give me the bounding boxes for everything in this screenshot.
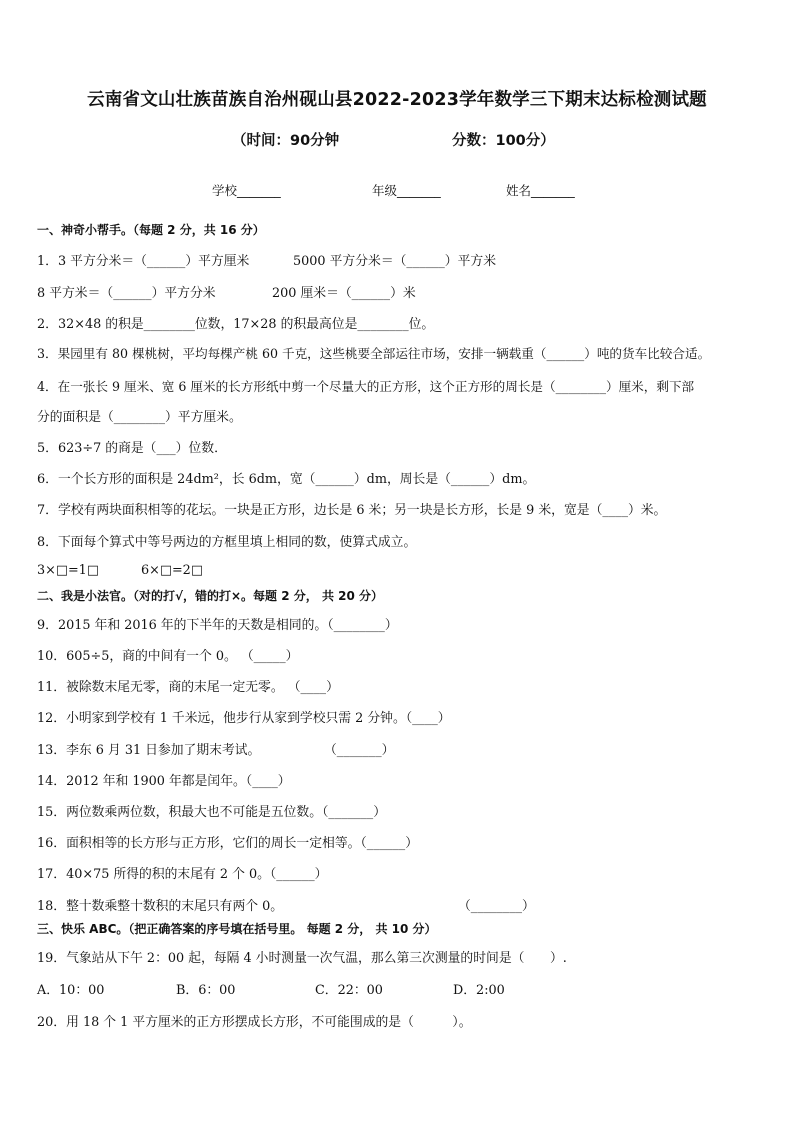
question-1b: 5000 平方分米＝（______）平方米: [293, 254, 496, 269]
question-19-option-c: C．22：00: [315, 983, 383, 998]
school-field: 学校_______: [212, 183, 281, 198]
question-7: 7．学校有两块面积相等的花坛。一块是正方形，边长是 6 米；另一块是长方形，长是 9 米，宽是（____）米。: [37, 503, 667, 518]
question-10: 10．605÷5，商的中间有一个 0。 （_____）: [37, 649, 299, 664]
exam-time: （时间：90分钟: [232, 133, 340, 149]
question-9: 9．2015 年和 2016 年的下半年的天数是相同的。（________）: [37, 618, 398, 633]
question-1c: 8 平方米＝（______）平方分米: [37, 286, 216, 301]
question-20: 20．用 18 个 1 平方厘米的正方形摆成长方形，不可能围成的是（ ）。: [37, 1015, 472, 1030]
name-field: 姓名_______: [506, 183, 575, 198]
question-3: 3．果园里有 80 棵桃树，平均每棵产桃 60 千克，这些桃要全部运往市场，安排一辆载重（______）吨的货车比较合适。: [37, 346, 711, 361]
question-4-line2: 分的面积是（________）平方厘米。: [37, 410, 242, 425]
question-19-option-b: B．6：00: [176, 983, 236, 998]
question-16: 16．面积相等的长方形与正方形，它们的周长一定相等。（______）: [37, 836, 418, 851]
question-13: 13．李东 6 月 31 日参加了期末考试。: [37, 743, 261, 758]
question-6: 6．一个长方形的面积是 24dm²，长 6dm，宽（______）dm，周长是（______）dm。: [37, 472, 536, 487]
question-2: 2．32×48 的积是________位数，17×28 的积最高位是________位。: [37, 317, 435, 332]
question-8-equation-b: 6×□=2□: [141, 563, 203, 578]
question-13-answer: （_______）: [324, 743, 395, 758]
exam-score: 分数：100分）: [452, 133, 555, 149]
question-4-line1: 4．在一张长 9 厘米、宽 6 厘米的长方形纸中剪一个尽量大的正方形，这个正方形的周长是（________）厘米，剩下部: [37, 379, 695, 394]
question-1d: 200 厘米＝（______）米: [272, 286, 416, 301]
question-5: 5．623÷7 的商是（___）位数．: [37, 441, 227, 456]
question-8-equation-a: 3×□=1□: [37, 563, 99, 578]
section-3-heading: 三、快乐 ABC。（把正确答案的序号填在括号里。 每题 2 分， 共 10 分）: [37, 922, 437, 936]
question-15: 15．两位数乘两位数，积最大也不可能是五位数。（_______）: [37, 805, 387, 820]
question-19-option-d: D．2:00: [453, 983, 505, 998]
question-19: 19．气象站从下午 2：00 起，每隔 4 小时测量一次气温，那么第三次测量的时间是（ ）.: [37, 951, 567, 966]
question-8: 8．下面每个算式中等号两边的方框里填上相同的数，使算式成立。: [37, 535, 417, 550]
grade-field: 年级_______: [372, 183, 441, 198]
question-11: 11．被除数末尾无零，商的末尾一定无零。 （____）: [37, 680, 339, 695]
question-18-answer: （________）: [458, 899, 535, 914]
question-1a: 1．3 平方分米＝（______）平方厘米: [37, 254, 250, 269]
section-1-heading: 一、神奇小帮手。（每题 2 分，共 16 分）: [37, 223, 265, 237]
question-18: 18．整十数乘整十数积的末尾只有两个 0。: [37, 899, 284, 914]
question-17: 17．40×75 所得的积的末尾有 2 个 0。（______）: [37, 867, 328, 882]
question-19-option-a: A．10：00: [37, 983, 105, 998]
question-12: 12．小明家到学校有 1 千米远，他步行从家到学校只需 2 分钟。（____）: [37, 711, 451, 726]
question-14: 14．2012 年和 1900 年都是闰年。（____）: [37, 774, 291, 789]
section-2-heading: 二、我是小法官。（对的打√，错的打×。每题 2 分， 共 20 分）: [37, 589, 383, 603]
page-title: 云南省文山壮族苗族自治州砚山县2022-2023学年数学三下期末达标检测试题: [87, 90, 707, 110]
